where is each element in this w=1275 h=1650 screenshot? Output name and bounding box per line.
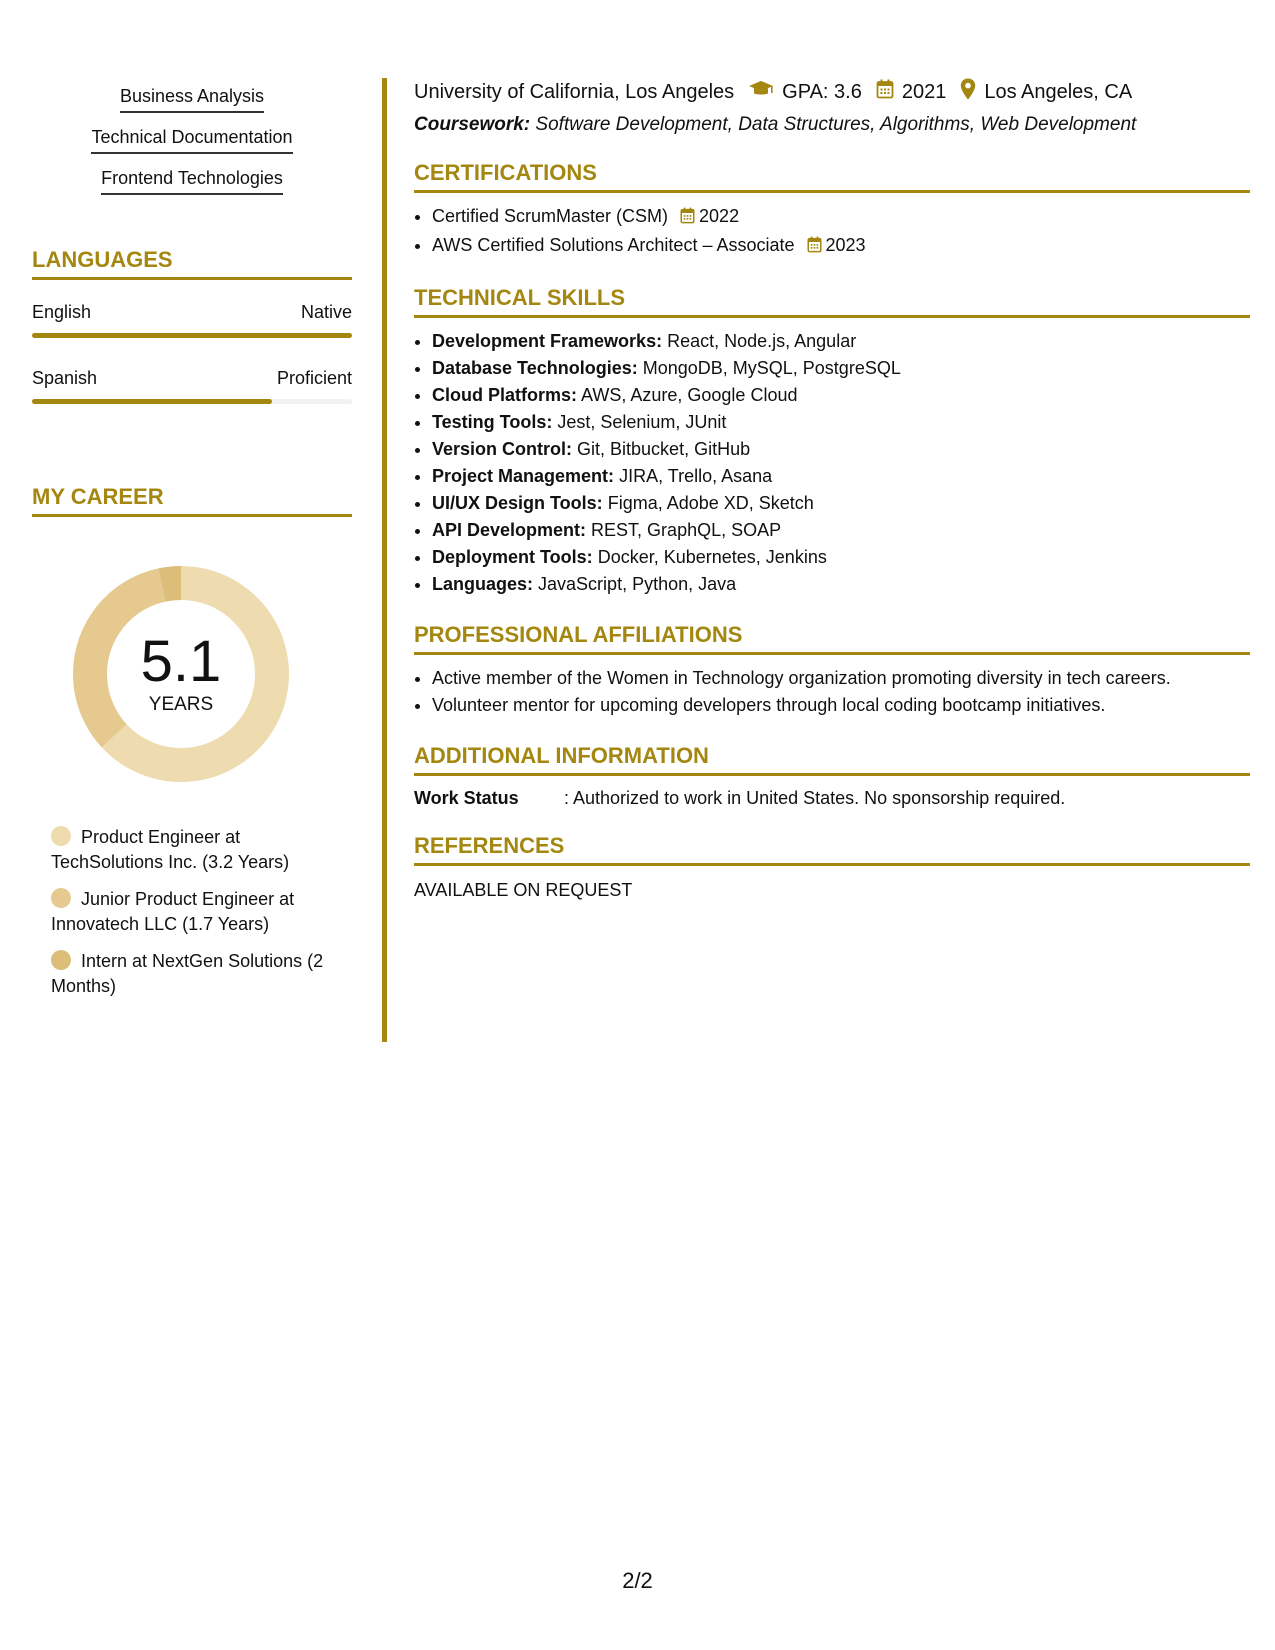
skill-category: API Development: — [432, 520, 587, 540]
references-heading: REFERENCES — [414, 833, 1250, 866]
calendar-icon — [807, 234, 822, 261]
skill-tag: Frontend Technologies — [101, 168, 283, 195]
skill-category: Database Technologies: — [432, 358, 638, 378]
right-column — [414, 78, 1250, 901]
legend-item — [51, 949, 341, 999]
skill-category: Languages: — [432, 574, 534, 594]
language-level: Native — [300, 302, 352, 322]
skill-values: MongoDB, MySQL, PostgreSQL — [642, 358, 901, 378]
language-name: English — [32, 302, 92, 322]
list-item — [432, 232, 1250, 261]
languages-heading: LANGUAGES — [32, 247, 352, 280]
legend-dot — [51, 826, 71, 846]
legend-dot — [51, 888, 71, 908]
skill-tag: Technical Documentation — [91, 127, 292, 154]
additional-info-heading: ADDITIONAL INFORMATION — [414, 743, 1250, 776]
certification-name: Certified ScrumMaster (CSM) — [432, 206, 669, 226]
career-heading: MY CAREER — [32, 484, 352, 517]
certification-name: AWS Certified Solutions Architect – Associate — [432, 235, 795, 255]
certifications-heading: CERTIFICATIONS — [414, 160, 1250, 193]
gpa: GPA: 3.6 — [782, 80, 862, 103]
work-status-value: : Authorized to work in United States. No sponsorship required. — [564, 788, 1066, 808]
skill-values: Jest, Selenium, JUnit — [557, 412, 727, 432]
skill-values: JavaScript, Python, Java — [538, 574, 737, 594]
skill-category: Development Frameworks: — [432, 331, 663, 351]
calendar-icon — [680, 205, 695, 232]
list-item — [432, 203, 1250, 232]
legend-item — [51, 825, 341, 875]
legend-item — [51, 887, 341, 937]
skill-values: Figma, Adobe XD, Sketch — [607, 493, 814, 513]
school-location: Los Angeles, CA — [984, 80, 1133, 103]
career-donut-chart — [66, 559, 296, 789]
list-item: • Active member of the Women in Technology organization promoting diversity in tech careers. — [432, 665, 1250, 692]
skill-category: Testing Tools: — [432, 412, 553, 432]
legend-label: Intern at NextGen Solutions (2 Months) — [51, 951, 324, 996]
skill-values: REST, GraphQL, SOAP — [591, 520, 782, 540]
list-item — [432, 436, 1250, 463]
legend-label: Junior Product Engineer at Innovatech LLC (1.7 Years) — [51, 889, 295, 934]
skill-values: JIRA, Trello, Asana — [619, 466, 773, 486]
graduation-cap-icon — [748, 80, 782, 104]
affiliations-list — [414, 665, 1250, 719]
work-status-label: Work Status — [414, 788, 519, 808]
skill-values: React, Node.js, Angular — [667, 331, 857, 351]
work-status-row — [414, 788, 1250, 809]
list-item — [432, 490, 1250, 517]
language-bar — [32, 399, 352, 404]
education-line — [414, 78, 1250, 106]
location-pin-icon — [960, 78, 984, 106]
legend-dot — [51, 950, 71, 970]
skill-category: Deployment Tools: — [432, 547, 593, 567]
language-bar-fill — [32, 333, 352, 338]
column-divider — [382, 78, 387, 1042]
skill-category: Cloud Platforms: — [432, 385, 578, 405]
skill-values: AWS, Azure, Google Cloud — [581, 385, 798, 405]
language-item — [32, 368, 352, 404]
career-total-years: 5.1 — [140, 629, 222, 694]
skill-category: Version Control: — [432, 439, 573, 459]
list-item — [432, 544, 1250, 571]
coursework-label: Coursework: — [414, 114, 531, 135]
list-item — [432, 382, 1250, 409]
list-item: • Volunteer mentor for upcoming developers through local coding bootcamp initiatives. — [432, 692, 1250, 719]
list-item — [432, 463, 1250, 490]
list-item — [432, 571, 1250, 598]
left-column — [32, 70, 352, 1011]
graduation-year: 2021 — [901, 80, 947, 103]
skill-tag: Business Analysis — [120, 86, 264, 113]
skill-values: Docker, Kubernetes, Jenkins — [597, 547, 827, 567]
school-name: University of California, Los Angeles — [414, 80, 735, 103]
language-item — [32, 302, 352, 338]
list-item — [432, 328, 1250, 355]
technical-skills-list — [414, 328, 1250, 598]
language-level: Proficient — [276, 368, 352, 388]
certification-year: 2023 — [825, 235, 866, 255]
career-legend — [32, 825, 341, 999]
skill-tags — [32, 86, 352, 195]
career-total-unit: YEARS — [148, 694, 214, 715]
certification-year: 2022 — [699, 206, 740, 226]
calendar-icon — [876, 79, 902, 105]
affiliations-heading: PROFESSIONAL AFFILIATIONS — [414, 622, 1250, 655]
language-bar — [32, 333, 352, 338]
coursework-list: Software Development, Data Structures, Algorithms, Web Development — [535, 114, 1137, 135]
language-name: Spanish — [32, 368, 98, 388]
skill-category: UI/UX Design Tools: — [432, 493, 603, 513]
list-item — [432, 355, 1250, 382]
coursework-line — [414, 114, 1250, 136]
technical-skills-heading: TECHNICAL SKILLS — [414, 285, 1250, 318]
legend-label: Product Engineer at TechSolutions Inc. (3.2 Years) — [51, 827, 290, 872]
certifications-list — [414, 203, 1250, 261]
references-text: AVAILABLE ON REQUEST — [414, 880, 633, 900]
list-item — [432, 517, 1250, 544]
skill-values: Git, Bitbucket, GitHub — [577, 439, 751, 459]
page-number: 2/2 — [622, 1568, 653, 1593]
language-bar-fill — [32, 399, 272, 404]
skill-category: Project Management: — [432, 466, 615, 486]
list-item — [432, 409, 1250, 436]
